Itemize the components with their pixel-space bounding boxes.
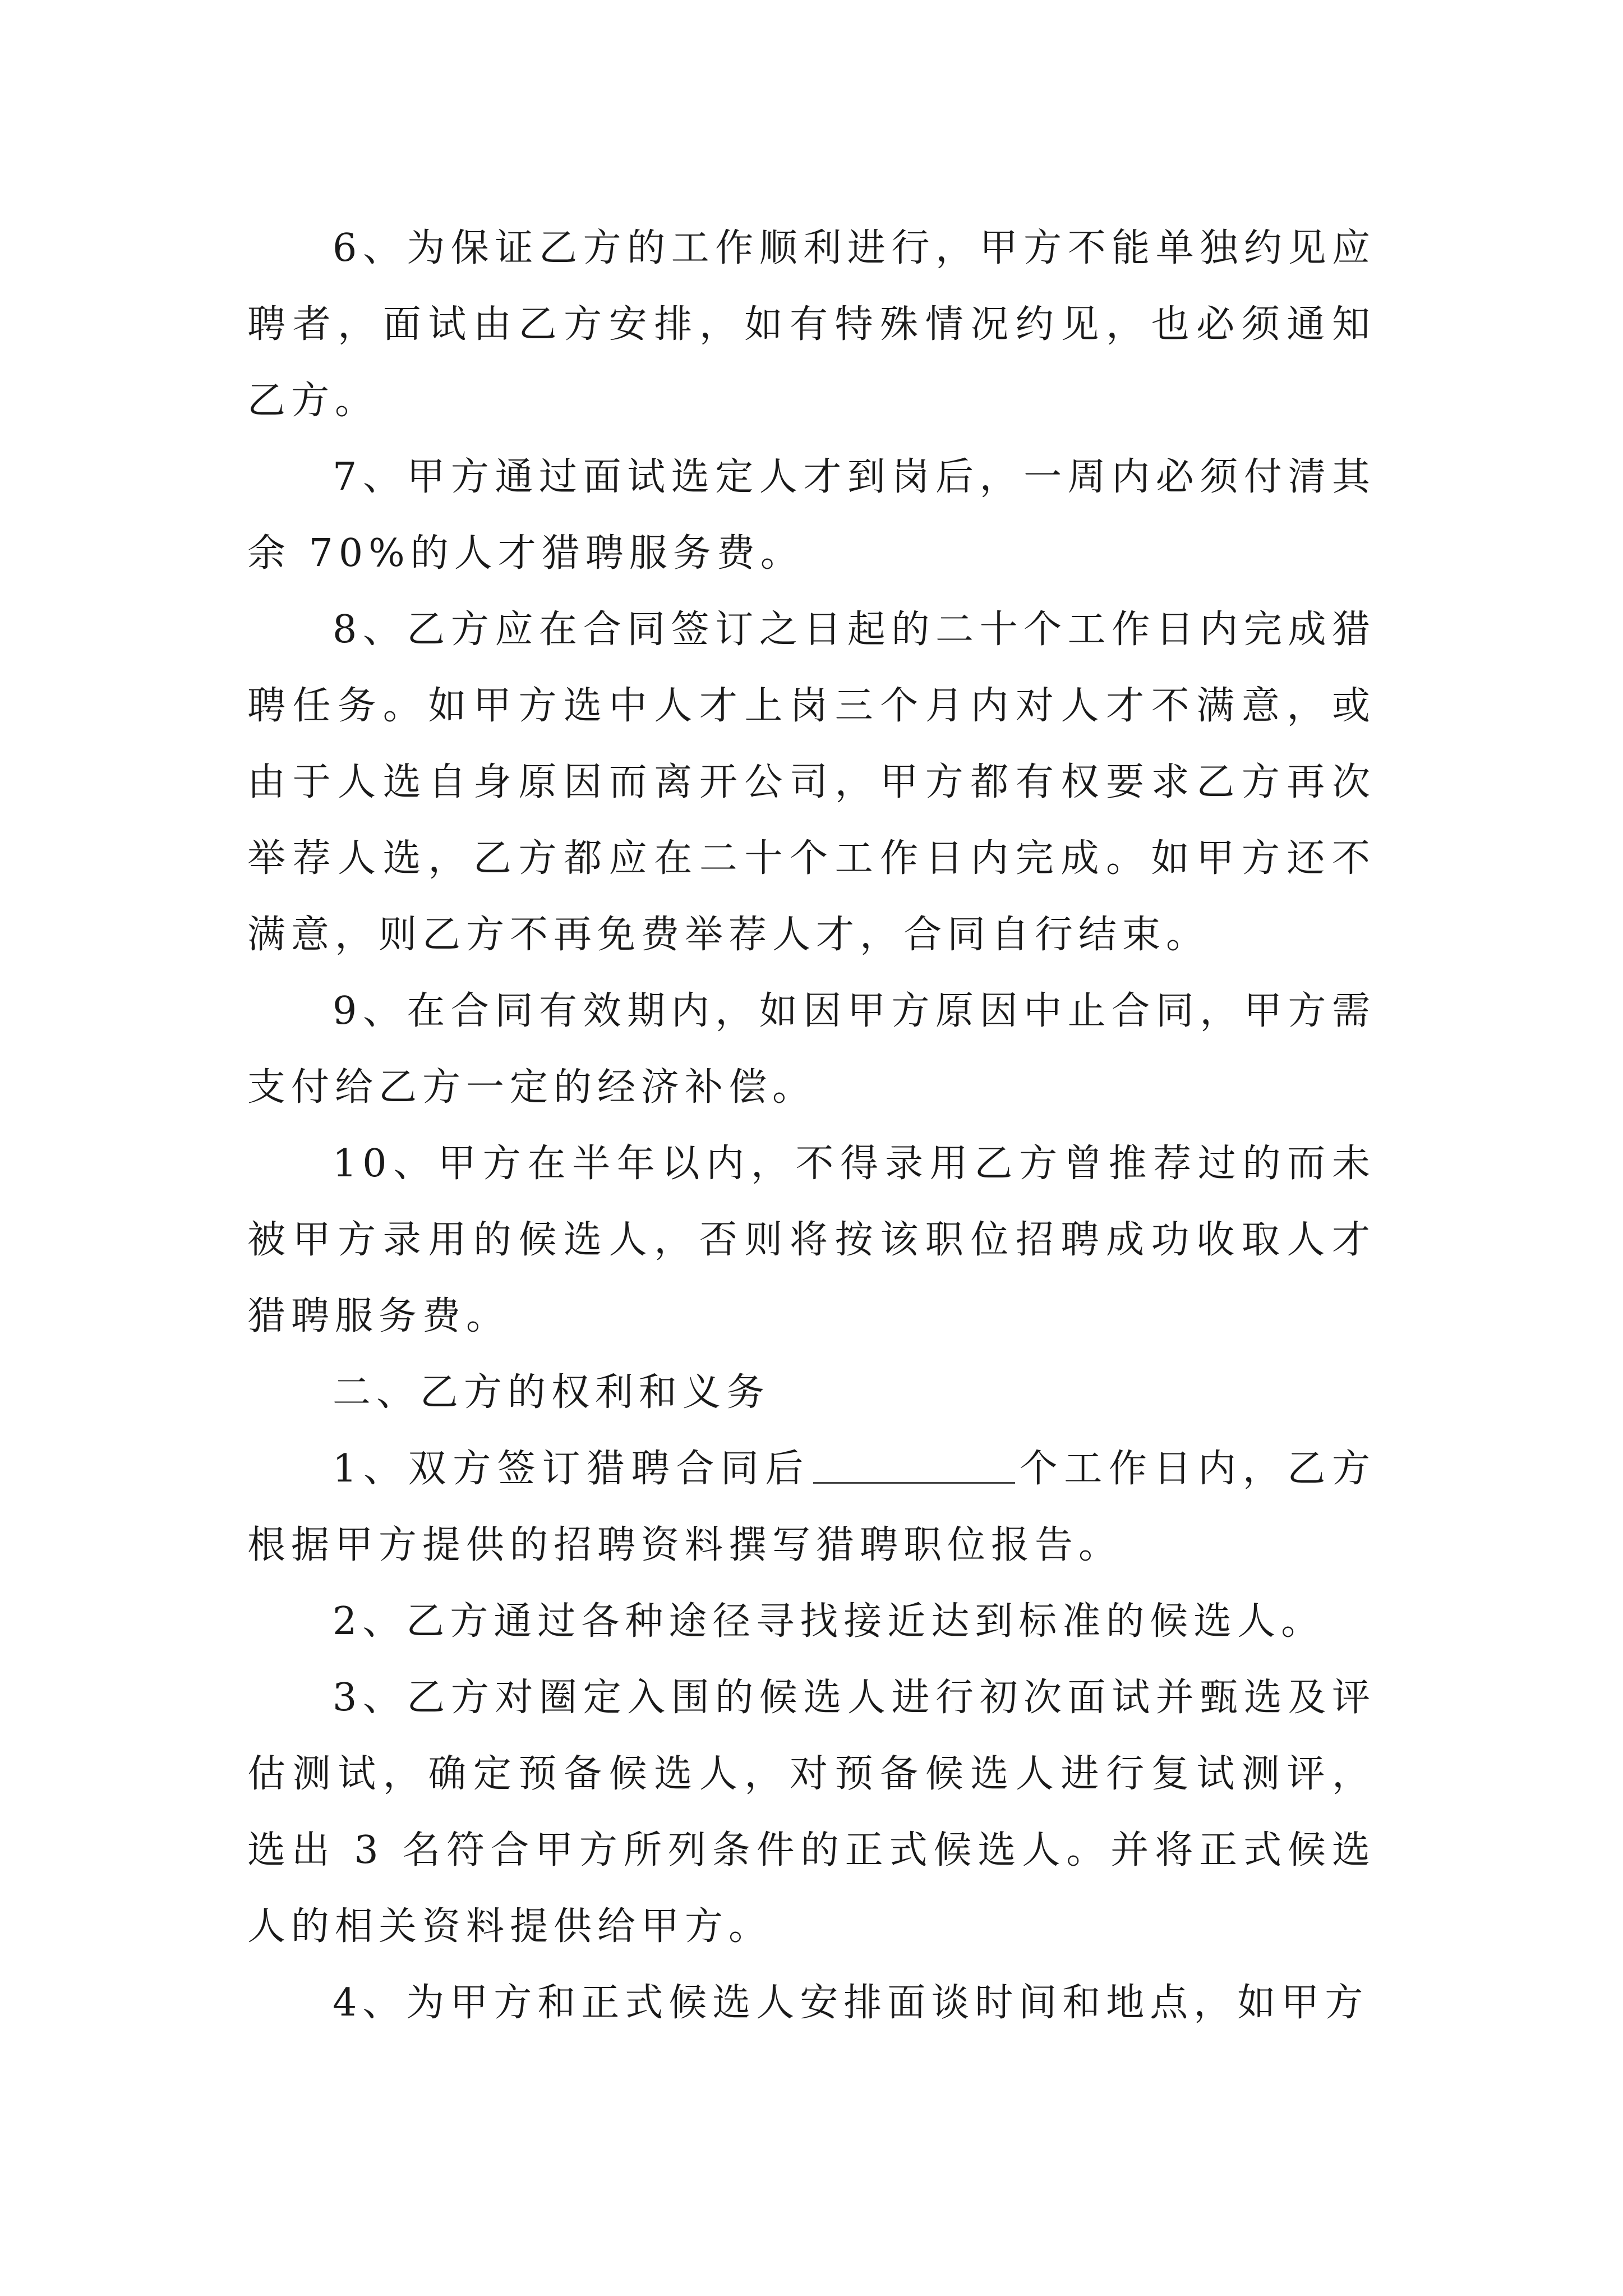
- clause-a6: 6、为保证乙方的工作顺利进行，甲方不能单独约见应聘者，面试由乙方安排，如有特殊情况约见，也必须通知乙方。: [247, 226, 1376, 423]
- clause-b1-after: 个工作日内，乙方根据甲方提供的招聘资料撰写猎聘职位报告。: [247, 1447, 1376, 1567]
- clause-a7: 7、甲方通过面试选定人才到岗后，一周内必须付清其余 70%的人才猎聘服务费。: [247, 455, 1376, 576]
- clause-b1-before: 1、双方签订猎聘合同后: [333, 1447, 810, 1491]
- section-heading-party-b: 二、乙方的权利和义务: [333, 1370, 771, 1415]
- clause-b4: 4、为甲方和正式候选人安排面谈时间和地点，如甲方: [333, 1981, 1369, 2025]
- clause-a8: 8、乙方应在合同签订之日起的二十个工作日内完成猎聘任务。如甲方选中人才上岗三个月内对人才不满意，或由于人选自身原因而离开公司，甲方都有权要求乙方再次举荐人选，乙方都应在二十个工作日内完成。如甲方还不满意，则乙方不再免费举荐人才，合同自行结束。: [247, 608, 1376, 957]
- clause-b2: 2、乙方通过各种途径寻找接近达到标准的候选人。: [333, 1599, 1325, 1644]
- clause-b1: [247, 1431, 1376, 1584]
- document-body: [247, 210, 1376, 2041]
- clause-a10: 10、甲方在半年以内，不得录用乙方曾推荐过的而未被甲方录用的候选人，否则将按该职位招聘成功收取人才猎聘服务费。: [247, 1142, 1376, 1338]
- clause-a9: 9、在合同有效期内，如因甲方原因中止合同，甲方需支付给乙方一定的经济补偿。: [247, 989, 1376, 1110]
- clause-b3: 3、乙方对圈定入围的候选人进行初次面试并甄选及评估测试，确定预备候选人，对预备候选人进行复试测评，选出 3 名符合甲方所列条件的正式候选人。并将正式候选人的相关资料提供给甲方。: [247, 1676, 1376, 1949]
- fill-in-blank[interactable]: [813, 1443, 1015, 1484]
